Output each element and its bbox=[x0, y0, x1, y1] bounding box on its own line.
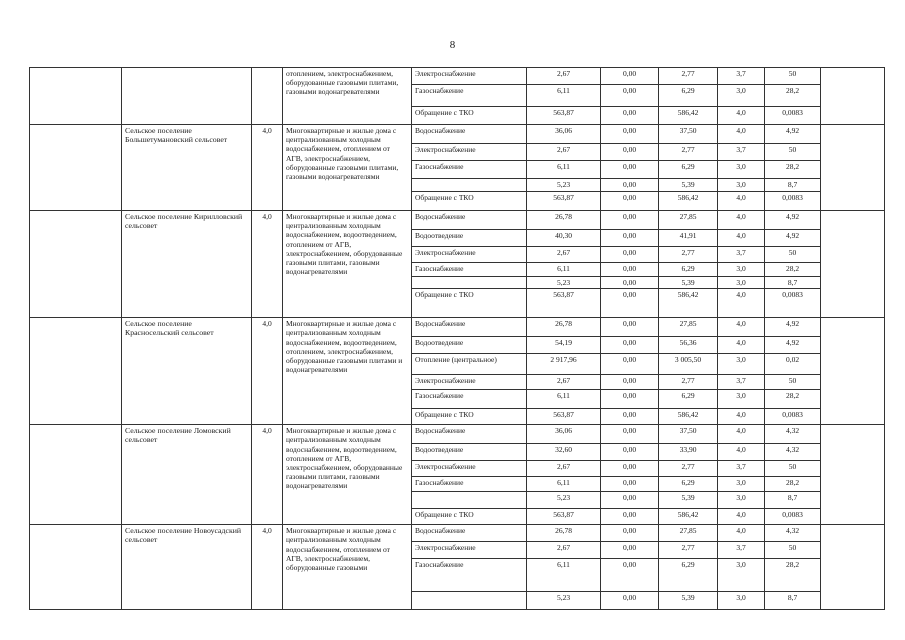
value-cell-v1: 563,87 bbox=[527, 192, 601, 211]
value-cell-v1: 2,67 bbox=[527, 542, 601, 559]
value-cell-v3: 5,39 bbox=[659, 179, 718, 192]
value-cell-v3: 37,50 bbox=[659, 125, 718, 144]
value-cell-v4: 3,0 bbox=[718, 477, 765, 492]
value-cell-v4: 3,7 bbox=[718, 542, 765, 559]
value-cell-v3: 6,29 bbox=[659, 85, 718, 107]
value-cell-v2: 0,00 bbox=[601, 492, 659, 509]
value-cell-v3: 37,50 bbox=[659, 425, 718, 444]
value-cell-v2: 0,00 bbox=[601, 277, 659, 289]
settlement-name: Сельское поселение Ломовский сельсовет bbox=[122, 425, 252, 525]
value-cell-v5: 50 bbox=[765, 542, 821, 559]
service-name: Газоснабжение bbox=[412, 390, 527, 409]
service-name bbox=[412, 592, 527, 610]
value-cell-v2: 0,00 bbox=[601, 354, 659, 375]
value-cell-v5: 8,7 bbox=[765, 492, 821, 509]
coefficient-cell: 4,0 bbox=[252, 525, 283, 610]
value-cell-v1: 2,67 bbox=[527, 375, 601, 390]
housing-type: Многоквартирные и жилые дома с централизованным холодным водоснабжением, водоотведением, отоплением от АГВ, электроснабжением, оборудованные газовыми плитами, газовыми водонагревателями bbox=[283, 425, 412, 525]
value-cell-v4: 3,0 bbox=[718, 354, 765, 375]
service-name: Обращение с ТКО bbox=[412, 192, 527, 211]
blank-cell bbox=[821, 525, 885, 610]
value-cell-v4: 3,0 bbox=[718, 277, 765, 289]
value-cell-v2: 0,00 bbox=[601, 559, 659, 592]
value-cell-v4: 4,0 bbox=[718, 125, 765, 144]
value-cell-v2: 0,00 bbox=[601, 161, 659, 179]
value-cell-v3: 6,29 bbox=[659, 559, 718, 592]
blank-cell bbox=[821, 68, 885, 125]
blank-cell bbox=[821, 425, 885, 525]
value-cell-v3: 27,85 bbox=[659, 211, 718, 230]
value-cell-v1: 5,23 bbox=[527, 179, 601, 192]
value-cell-v2: 0,00 bbox=[601, 68, 659, 85]
blank-cell bbox=[30, 525, 122, 610]
service-name: Газоснабжение bbox=[412, 161, 527, 179]
value-cell-v3: 586,42 bbox=[659, 409, 718, 425]
service-name: Водоснабжение bbox=[412, 211, 527, 230]
service-name: Газоснабжение bbox=[412, 85, 527, 107]
value-cell-v5: 4,92 bbox=[765, 230, 821, 247]
service-name bbox=[412, 492, 527, 509]
table-row bbox=[30, 211, 885, 230]
coefficient-cell: 4,0 bbox=[252, 425, 283, 525]
value-cell-v1: 26,78 bbox=[527, 211, 601, 230]
blank-cell bbox=[30, 68, 122, 125]
value-cell-v5: 0,0083 bbox=[765, 409, 821, 425]
value-cell-v4: 4,0 bbox=[718, 318, 765, 337]
value-cell-v5: 8,7 bbox=[765, 592, 821, 610]
coefficient-cell: 4,0 bbox=[252, 125, 283, 211]
value-cell-v5: 50 bbox=[765, 461, 821, 477]
value-cell-v4: 3,7 bbox=[718, 461, 765, 477]
table-row bbox=[30, 68, 885, 85]
blank-cell bbox=[30, 125, 122, 211]
value-cell-v1: 563,87 bbox=[527, 107, 601, 125]
value-cell-v4: 3,7 bbox=[718, 144, 765, 161]
service-name: Отопление (центральное) bbox=[412, 354, 527, 375]
service-name: Газоснабжение bbox=[412, 559, 527, 592]
value-cell-v3: 5,39 bbox=[659, 277, 718, 289]
value-cell-v5: 0,02 bbox=[765, 354, 821, 375]
value-cell-v2: 0,00 bbox=[601, 337, 659, 354]
value-cell-v2: 0,00 bbox=[601, 125, 659, 144]
value-cell-v3: 56,36 bbox=[659, 337, 718, 354]
value-cell-v1: 6,11 bbox=[527, 390, 601, 409]
value-cell-v3: 6,29 bbox=[659, 161, 718, 179]
housing-type: Многоквартирные и жилые дома с централизованным холодным водоснабжением, отоплением от АГВ, электроснабжением, оборудованные газовыми плитами, газовыми водонагревателями bbox=[283, 125, 412, 211]
value-cell-v2: 0,00 bbox=[601, 525, 659, 542]
value-cell-v5: 0,0083 bbox=[765, 289, 821, 318]
page-number: 8 bbox=[449, 39, 456, 51]
value-cell-v5: 0,0083 bbox=[765, 509, 821, 525]
value-cell-v2: 0,00 bbox=[601, 144, 659, 161]
value-cell-v3: 586,42 bbox=[659, 107, 718, 125]
value-cell-v3: 5,39 bbox=[659, 592, 718, 610]
value-cell-v2: 0,00 bbox=[601, 263, 659, 277]
value-cell-v3: 33,90 bbox=[659, 444, 718, 461]
value-cell-v5: 0,0083 bbox=[765, 107, 821, 125]
service-name: Водоснабжение bbox=[412, 525, 527, 542]
service-name: Водоснабжение bbox=[412, 318, 527, 337]
value-cell-v2: 0,00 bbox=[601, 289, 659, 318]
value-cell-v1: 2,67 bbox=[527, 461, 601, 477]
value-cell-v2: 0,00 bbox=[601, 390, 659, 409]
value-cell-v3: 2,77 bbox=[659, 375, 718, 390]
table-row bbox=[30, 425, 885, 444]
blank-cell bbox=[30, 318, 122, 425]
blank-cell bbox=[821, 125, 885, 211]
housing-type: Многоквартирные и жилые дома с централизованным холодным водоснабжением, отоплением от АГВ, электроснабжением, оборудованные газовыми bbox=[283, 525, 412, 610]
service-name: Водоснабжение bbox=[412, 425, 527, 444]
value-cell-v1: 563,87 bbox=[527, 289, 601, 318]
service-name: Водоотведение bbox=[412, 337, 527, 354]
value-cell-v4: 4,0 bbox=[718, 192, 765, 211]
value-cell-v3: 2,77 bbox=[659, 144, 718, 161]
coefficient-cell: 4,0 bbox=[252, 211, 283, 318]
service-name: Обращение с ТКО bbox=[412, 509, 527, 525]
table-row bbox=[30, 318, 885, 337]
value-cell-v4: 3,0 bbox=[718, 390, 765, 409]
value-cell-v3: 586,42 bbox=[659, 192, 718, 211]
value-cell-v4: 3,0 bbox=[718, 592, 765, 610]
value-cell-v1: 563,87 bbox=[527, 509, 601, 525]
value-cell-v1: 5,23 bbox=[527, 492, 601, 509]
service-name: Электроснабжение bbox=[412, 247, 527, 263]
value-cell-v5: 8,7 bbox=[765, 277, 821, 289]
housing-type: Многоквартирные и жилые дома с централизованным холодным водоснабжением, водоотведением, отоплением от АГВ, электроснабжением, оборудованные газовыми плитами, газовыми водонагревателями bbox=[283, 211, 412, 318]
value-cell-v1: 6,11 bbox=[527, 161, 601, 179]
value-cell-v2: 0,00 bbox=[601, 192, 659, 211]
blank-cell bbox=[30, 211, 122, 318]
table-row bbox=[30, 525, 885, 542]
service-name: Обращение с ТКО bbox=[412, 409, 527, 425]
settlement-name: Сельское поселение Красносельский сельсовет bbox=[122, 318, 252, 425]
value-cell-v3: 6,29 bbox=[659, 390, 718, 409]
service-name: Газоснабжение bbox=[412, 477, 527, 492]
value-cell-v4: 4,0 bbox=[718, 525, 765, 542]
value-cell-v5: 4,92 bbox=[765, 318, 821, 337]
settlement-name: Сельское поселение Новоусадский сельсовет bbox=[122, 525, 252, 610]
service-name: Обращение с ТКО bbox=[412, 107, 527, 125]
value-cell-v4: 3,7 bbox=[718, 247, 765, 263]
value-cell-v5: 4,92 bbox=[765, 211, 821, 230]
value-cell-v2: 0,00 bbox=[601, 375, 659, 390]
value-cell-v1: 5,23 bbox=[527, 592, 601, 610]
service-name: Водоотведение bbox=[412, 230, 527, 247]
value-cell-v1: 2,67 bbox=[527, 68, 601, 85]
service-name: Электроснабжение bbox=[412, 144, 527, 161]
value-cell-v4: 4,0 bbox=[718, 107, 765, 125]
settlement-name: Сельское поселение Большетумановский сельсовет bbox=[122, 125, 252, 211]
housing-type: Многоквартирные и жилые дома с централизованным холодным водоснабжением, водоотведением, отоплением, электроснабжением, оборудованные газовыми плитами и водонагревателями bbox=[283, 318, 412, 425]
value-cell-v1: 6,11 bbox=[527, 85, 601, 107]
value-cell-v5: 50 bbox=[765, 144, 821, 161]
service-name bbox=[412, 179, 527, 192]
value-cell-v5: 28,2 bbox=[765, 477, 821, 492]
value-cell-v1: 54,19 bbox=[527, 337, 601, 354]
value-cell-v2: 0,00 bbox=[601, 247, 659, 263]
value-cell-v3: 2,77 bbox=[659, 542, 718, 559]
service-name: Водоснабжение bbox=[412, 125, 527, 144]
value-cell-v2: 0,00 bbox=[601, 477, 659, 492]
value-cell-v4: 3,0 bbox=[718, 161, 765, 179]
blank-cell bbox=[30, 425, 122, 525]
value-cell-v1: 6,11 bbox=[527, 477, 601, 492]
value-cell-v4: 4,0 bbox=[718, 337, 765, 354]
housing-type: отоплением, электроснабжением, оборудованные газовыми плитами, газовыми водонагревателями bbox=[283, 68, 412, 125]
value-cell-v3: 2,77 bbox=[659, 247, 718, 263]
value-cell-v3: 586,42 bbox=[659, 509, 718, 525]
value-cell-v5: 4,92 bbox=[765, 125, 821, 144]
value-cell-v4: 4,0 bbox=[718, 409, 765, 425]
value-cell-v3: 6,29 bbox=[659, 477, 718, 492]
value-cell-v1: 40,30 bbox=[527, 230, 601, 247]
value-cell-v5: 8,7 bbox=[765, 179, 821, 192]
value-cell-v3: 586,42 bbox=[659, 289, 718, 318]
value-cell-v2: 0,00 bbox=[601, 425, 659, 444]
value-cell-v3: 2,77 bbox=[659, 461, 718, 477]
value-cell-v1: 2 917,96 bbox=[527, 354, 601, 375]
value-cell-v4: 3,0 bbox=[718, 492, 765, 509]
value-cell-v2: 0,00 bbox=[601, 85, 659, 107]
value-cell-v2: 0,00 bbox=[601, 179, 659, 192]
value-cell-v5: 28,2 bbox=[765, 390, 821, 409]
value-cell-v1: 36,06 bbox=[527, 425, 601, 444]
service-name: Обращение с ТКО bbox=[412, 289, 527, 318]
value-cell-v3: 5,39 bbox=[659, 492, 718, 509]
value-cell-v1: 26,78 bbox=[527, 525, 601, 542]
value-cell-v2: 0,00 bbox=[601, 542, 659, 559]
value-cell-v4: 3,0 bbox=[718, 263, 765, 277]
value-cell-v4: 4,0 bbox=[718, 425, 765, 444]
value-cell-v4: 3,0 bbox=[718, 85, 765, 107]
value-cell-v5: 28,2 bbox=[765, 85, 821, 107]
value-cell-v1: 32,60 bbox=[527, 444, 601, 461]
value-cell-v3: 27,85 bbox=[659, 525, 718, 542]
value-cell-v5: 4,32 bbox=[765, 444, 821, 461]
value-cell-v2: 0,00 bbox=[601, 230, 659, 247]
value-cell-v3: 27,85 bbox=[659, 318, 718, 337]
service-name: Электроснабжение bbox=[412, 461, 527, 477]
value-cell-v3: 6,29 bbox=[659, 263, 718, 277]
value-cell-v5: 0,0083 bbox=[765, 192, 821, 211]
value-cell-v4: 3,7 bbox=[718, 375, 765, 390]
value-cell-v1: 2,67 bbox=[527, 144, 601, 161]
value-cell-v5: 4,32 bbox=[765, 425, 821, 444]
value-cell-v5: 28,2 bbox=[765, 559, 821, 592]
value-cell-v5: 28,2 bbox=[765, 161, 821, 179]
value-cell-v5: 50 bbox=[765, 68, 821, 85]
value-cell-v4: 4,0 bbox=[718, 211, 765, 230]
value-cell-v2: 0,00 bbox=[601, 318, 659, 337]
settlement-name bbox=[122, 68, 252, 125]
value-cell-v5: 50 bbox=[765, 375, 821, 390]
service-name: Газоснабжение bbox=[412, 263, 527, 277]
service-name bbox=[412, 277, 527, 289]
value-cell-v2: 0,00 bbox=[601, 461, 659, 477]
service-name: Водоотведение bbox=[412, 444, 527, 461]
value-cell-v1: 6,11 bbox=[527, 559, 601, 592]
value-cell-v5: 4,32 bbox=[765, 525, 821, 542]
value-cell-v4: 3,0 bbox=[718, 179, 765, 192]
value-cell-v1: 26,78 bbox=[527, 318, 601, 337]
value-cell-v1: 2,67 bbox=[527, 247, 601, 263]
blank-cell bbox=[821, 318, 885, 425]
value-cell-v4: 3,7 bbox=[718, 68, 765, 85]
value-cell-v2: 0,00 bbox=[601, 409, 659, 425]
value-cell-v2: 0,00 bbox=[601, 107, 659, 125]
value-cell-v3: 2,77 bbox=[659, 68, 718, 85]
service-name: Электроснабжение bbox=[412, 542, 527, 559]
value-cell-v5: 50 bbox=[765, 247, 821, 263]
value-cell-v4: 4,0 bbox=[718, 509, 765, 525]
value-cell-v2: 0,00 bbox=[601, 509, 659, 525]
table-row bbox=[30, 125, 885, 144]
value-cell-v3: 41,91 bbox=[659, 230, 718, 247]
value-cell-v4: 3,0 bbox=[718, 559, 765, 592]
blank-cell bbox=[821, 211, 885, 318]
service-name: Электроснабжение bbox=[412, 375, 527, 390]
tariff-table bbox=[29, 67, 885, 610]
value-cell-v2: 0,00 bbox=[601, 592, 659, 610]
coefficient-cell: 4,0 bbox=[252, 318, 283, 425]
value-cell-v4: 4,0 bbox=[718, 444, 765, 461]
value-cell-v2: 0,00 bbox=[601, 211, 659, 230]
value-cell-v4: 4,0 bbox=[718, 289, 765, 318]
value-cell-v1: 563,87 bbox=[527, 409, 601, 425]
value-cell-v2: 0,00 bbox=[601, 444, 659, 461]
value-cell-v4: 4,0 bbox=[718, 230, 765, 247]
settlement-name: Сельское поселение Кирилловский сельсовет bbox=[122, 211, 252, 318]
value-cell-v1: 36,06 bbox=[527, 125, 601, 144]
value-cell-v1: 5,23 bbox=[527, 277, 601, 289]
value-cell-v5: 4,92 bbox=[765, 337, 821, 354]
value-cell-v1: 6,11 bbox=[527, 263, 601, 277]
service-name: Электроснабжение bbox=[412, 68, 527, 85]
value-cell-v5: 28,2 bbox=[765, 263, 821, 277]
coefficient-cell bbox=[252, 68, 283, 125]
value-cell-v3: 3 005,50 bbox=[659, 354, 718, 375]
